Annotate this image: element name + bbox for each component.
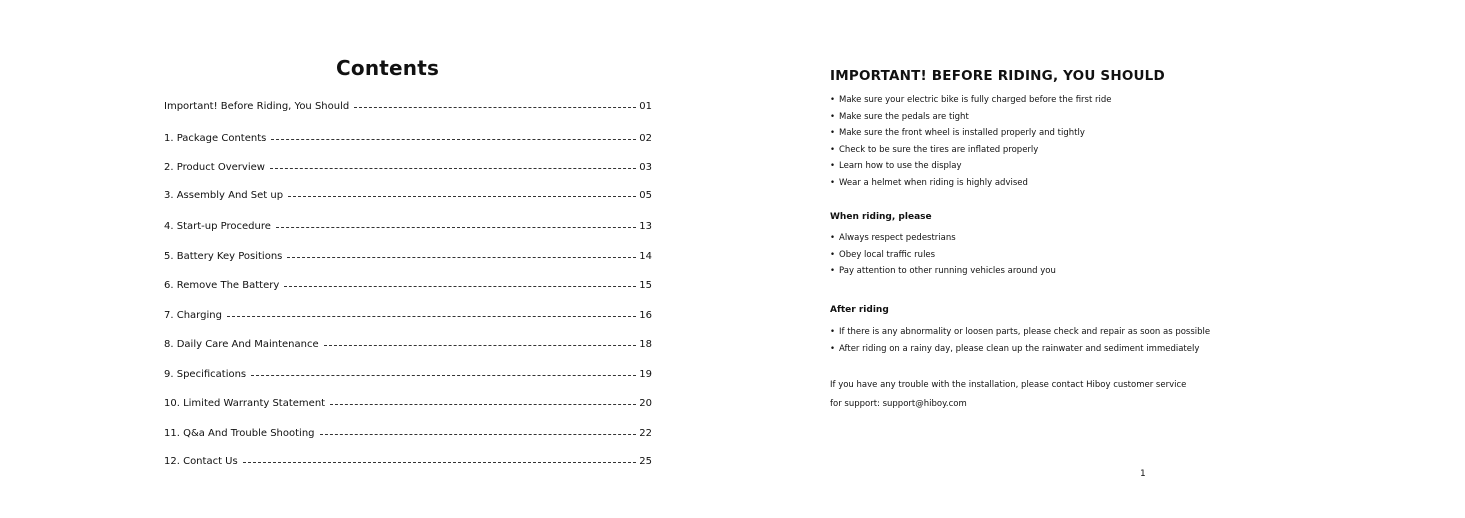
toc-entry-label: 9. Specifications <box>164 368 247 380</box>
bullet-item <box>830 341 1210 358</box>
toc-entry-label: 2. Product Overview <box>164 161 265 173</box>
toc-entry-label: 8. Daily Care And Maintenance <box>164 338 319 350</box>
bullet-dot-icon: • <box>830 343 836 354</box>
contact-line-1: If you have any trouble with the installation, please contact Hiboy customer service <box>830 380 1187 390</box>
important-heading: IMPORTANT! BEFORE RIDING, YOU SHOULD <box>830 68 1165 84</box>
toc-entry-page: 05 <box>639 189 652 201</box>
toc-dash-leader <box>354 107 636 108</box>
toc-dash-leader <box>330 404 636 405</box>
toc-dash-leader <box>251 375 636 376</box>
toc-entry <box>164 277 652 293</box>
bullet-text: Always respect pedestrians <box>839 233 956 243</box>
toc-entry-page: 16 <box>639 309 652 321</box>
toc-entry-label: 7. Charging <box>164 309 222 321</box>
toc-entry-page: 01 <box>639 100 652 112</box>
toc-entry-page: 22 <box>639 427 652 439</box>
bullet-dot-icon: • <box>830 111 836 122</box>
toc-entry-label: 3. Assembly And Set up <box>164 189 284 201</box>
bullet-text: Learn how to use the display <box>839 161 962 171</box>
toc-entry <box>164 130 652 146</box>
toc-entry <box>164 98 652 114</box>
bullet-text: After riding on a rainy day, please clean up the rainwater and sediment immediately <box>839 343 1200 354</box>
toc-entry-page: 25 <box>639 455 652 467</box>
toc-entry-page: 19 <box>639 368 652 380</box>
toc-dash-leader <box>320 434 637 435</box>
toc-entry-label: 1. Package Contents <box>164 132 267 144</box>
bullet-dot-icon: • <box>830 327 836 337</box>
bullet-item <box>830 158 1112 175</box>
bullet-text: Make sure the pedals are tight <box>839 111 969 122</box>
page-number: 1 <box>1140 469 1146 479</box>
toc-dash-leader <box>287 257 636 258</box>
toc-entry-label: 5. Battery Key Positions <box>164 250 283 262</box>
bullet-dot-icon: • <box>830 95 836 105</box>
bullet-item <box>830 92 1112 109</box>
contact-line-2: for support: support@hiboy.com <box>830 399 967 409</box>
bullet-dot-icon: • <box>830 177 836 188</box>
toc-entry <box>164 336 652 352</box>
bullet-dot-icon: • <box>830 233 836 243</box>
bullet-text: Check to be sure the tires are inflated properly <box>839 144 1039 155</box>
bullet-item <box>830 263 1056 280</box>
bullet-dot-icon: • <box>830 128 836 138</box>
bullet-item <box>830 142 1112 159</box>
after-riding-bullet-list <box>830 324 1210 357</box>
toc-entry-page: 18 <box>639 338 652 350</box>
important-bullet-list <box>830 92 1112 191</box>
toc-entry-page: 02 <box>639 132 652 144</box>
toc-dash-leader <box>284 286 636 287</box>
toc-dash-leader <box>270 168 636 169</box>
toc-entry-label: Important! Before Riding, You Should <box>164 100 350 112</box>
toc-entry-label: 4. Start-up Procedure <box>164 220 271 232</box>
bullet-text: Pay attention to other running vehicles around you <box>839 266 1056 276</box>
toc-dash-leader <box>271 139 636 140</box>
bullet-item <box>830 247 1056 264</box>
toc-entry-label: 10. Limited Warranty Statement <box>164 397 326 409</box>
bullet-text: Make sure the front wheel is installed properly and tightly <box>839 128 1085 138</box>
toc-entry-page: 15 <box>639 279 652 291</box>
toc-entry-label: 6. Remove The Battery <box>164 279 280 291</box>
toc-entry-label: 11. Q&a And Trouble Shooting <box>164 427 315 439</box>
bullet-text: Obey local traffic rules <box>839 249 936 260</box>
bullet-text: If there is any abnormality or loosen parts, please check and repair as soon as possible <box>839 327 1211 337</box>
right-page-instructions <box>732 0 1465 518</box>
toc-dash-leader <box>227 316 636 317</box>
toc-entry <box>164 453 652 469</box>
toc-dash-leader <box>324 345 637 346</box>
toc-dash-leader <box>276 227 636 228</box>
contents-title: Contents <box>336 56 440 80</box>
toc-entry <box>164 395 652 411</box>
toc-entry <box>164 218 652 234</box>
toc-entry <box>164 425 652 441</box>
toc-entry <box>164 366 652 382</box>
toc-entry-page: 13 <box>639 220 652 232</box>
left-page-contents <box>0 0 732 518</box>
toc-dash-leader <box>243 462 637 463</box>
when-riding-bullet-list <box>830 230 1056 280</box>
when-riding-heading: When riding, please <box>830 212 932 222</box>
bullet-item <box>830 125 1112 142</box>
bullet-item <box>830 175 1112 192</box>
toc-entry <box>164 248 652 264</box>
toc-entry-label: 12. Contact Us <box>164 455 238 467</box>
bullet-dot-icon: • <box>830 266 836 276</box>
bullet-dot-icon: • <box>830 249 836 260</box>
bullet-item <box>830 324 1210 341</box>
bullet-dot-icon: • <box>830 161 836 171</box>
toc-entry-page: 03 <box>639 161 652 173</box>
toc-entry <box>164 187 652 203</box>
after-riding-heading: After riding <box>830 305 889 315</box>
toc-entry-page: 14 <box>639 250 652 262</box>
toc-dash-leader <box>288 196 636 197</box>
bullet-item <box>830 230 1056 247</box>
toc-entry <box>164 159 652 175</box>
toc-entry-page: 20 <box>639 397 652 409</box>
bullet-dot-icon: • <box>830 144 836 155</box>
bullet-text: Make sure your electric bike is fully charged before the first ride <box>839 95 1112 105</box>
toc-entry <box>164 307 652 323</box>
bullet-item <box>830 109 1112 126</box>
bullet-text: Wear a helmet when riding is highly advised <box>839 177 1028 188</box>
